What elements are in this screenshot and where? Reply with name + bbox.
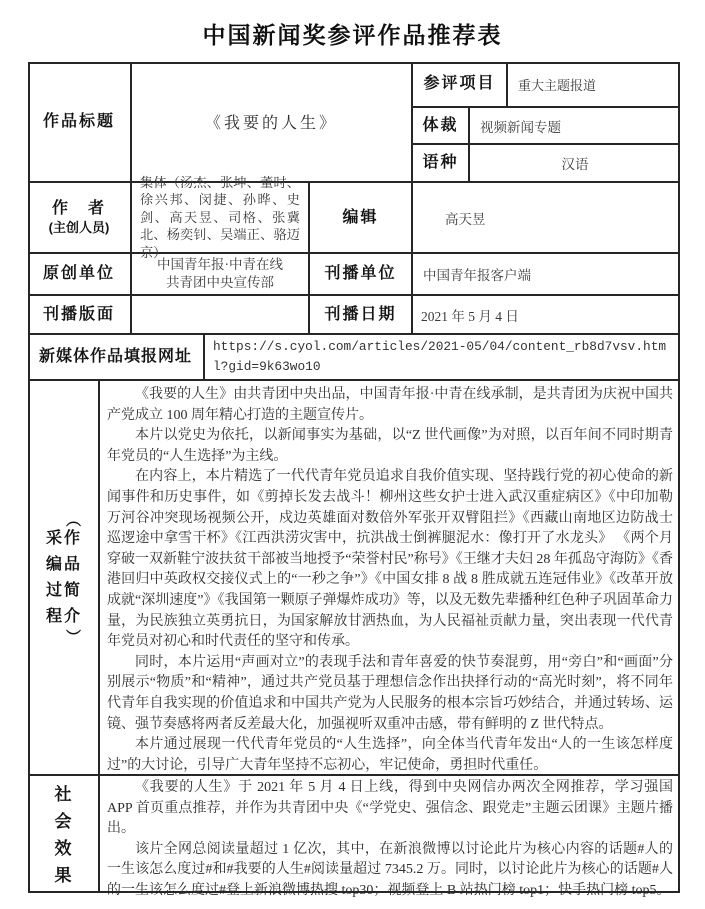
effect-section-label	[28, 776, 100, 893]
publish-date-value: 2021 年 5 月 4 日	[413, 296, 680, 335]
author-label-main: 作 者	[51, 200, 106, 217]
publish-date-label: 刊播日期	[310, 296, 413, 335]
effect-label-col: 社 会 效 果	[54, 784, 72, 885]
editor-value: 高天昱	[413, 183, 680, 254]
effect-paragraph: 《我要的人生》于 2021 年 5 月 4 日上线，得到中央网信办两次全网推荐，学习强国 APP 首页重点推荐，并作为共青团中央《“学党史、强信念、跟党走”主题云团课》主题片播出。	[107, 780, 673, 837]
work-title-label: 作品标题	[28, 62, 132, 183]
publish-page-label: 刊播版面	[28, 296, 132, 335]
recommendation-table	[28, 62, 680, 898]
genre-value: 视频新闻专题	[470, 108, 680, 145]
editor-label: 编辑	[310, 183, 413, 254]
work-title-value: 《我要的人生》	[132, 62, 413, 183]
intro-paragraph: 本片以党史为依托，以新闻事实为基础，以“Z 世代画像”为对照，以百年间不同时期青年党员的“人生选择”为主线。	[107, 428, 673, 464]
url-value: https://s.cyol.com/articles/2021-05/04/content_rb8d7vsv.html?gid=9k63wo10	[205, 335, 680, 381]
entry-category-value: 重大主题报道	[508, 62, 680, 108]
original-org-label: 原创单位	[28, 254, 132, 296]
intro-paragraph: 本片通过展现一代代青年党员的“人生选择”，向全体当代青年发出“人的一生该怎样度过”的大讨论，引导广大青年坚持不忘初心，牢记使命，勇担时代重任。	[107, 737, 673, 773]
author-label	[28, 183, 132, 254]
intro-paragraph: 在内容上，本片精选了一代代青年党员追求自我价值实现、坚持践行党的初心使命的新闻事件和历史事件，如《剪掉长发去战斗！柳州这些女护士进入武汉重症病区》《中印加勒万河谷冲突现场视频公开，戍边英雄面对数倍外军张开双臂阻拦》《西藏山南地区边防战士巡逻途中拿雪干杯》《江西洪涝灾害中，抗洪战士倒裤腿泥水：像打开了水龙头》 《两个月穿破一双新鞋宁波扶贫干部被当地授予“荣誉村民”称号》《王继才夫妇 28 年孤岛守海防》《香港回归中英政权交接仪式上的“一秒之争”》《中国女排 8 战 8 胜成就五连冠伟业》《改革开放成就“深圳速度”》《我国第一颗原子弹爆炸成功》等，以及无数先辈播种红色种子巩固革命力量，为民族独立英勇抗日，为国家解放甘洒热血，为人民福祉贡献力量，突出表现一代代青年党员对初心和时代责任的坚守和传承。	[107, 469, 673, 650]
page-title: 中国新闻奖参评作品推荐表	[202, 22, 503, 48]
genre-label: 体裁	[413, 108, 470, 145]
intro-paragraph: 同时，本片运用“声画对立”的表现手法和青年喜爱的快节奏混剪，用“旁白”和“画面”分别展示“物质”和“精神”，通过共产党员基于理想信念作出抉择行动的“高光时刻”，将不同年代青年自我实现的价值追求和中国共产党为人民服务的根本宗旨巧妙结合，并通过转场、运镜、强节奏感将两者反差最大化，加强视听双重冲击感，带有鲜明的 Z 世代特点。	[107, 654, 673, 732]
intro-label-col-right: （ 作 品 简 介 ）	[63, 511, 81, 644]
author-label-sub: (主创人员)	[48, 220, 110, 235]
effect-section-body	[100, 776, 680, 898]
language-label: 语种	[413, 145, 470, 183]
publisher-label: 刊播单位	[310, 254, 413, 296]
intro-section-body	[100, 381, 680, 776]
intro-section-label	[28, 381, 100, 776]
entry-category-label: 参评项目	[413, 62, 508, 108]
effect-paragraph: 该片全网总阅读量超过 1 亿次，其中，在新浪微博以讨论此片为核心内容的话题#人的一生该怎么度过#和#我要的人生#阅读量超过 7345.2 万。同时，以讨论此片为核心的话题#人的一生该怎么度过#登上新浪微博热搜 top30；视频登上 B 站热门榜 top1；快手热门榜 top5。	[107, 841, 673, 898]
publisher-value: 中国青年报客户端	[413, 254, 680, 296]
intro-label-col-left: 采 编 过 程	[45, 529, 62, 625]
language-value: 汉语	[470, 145, 680, 183]
intro-paragraph: 《我要的人生》由共青团中央出品，中国青年报·中青在线承制，是共青团为庆祝中国共产党成立 100 周年精心打造的主题宣传片。	[107, 387, 673, 423]
authors-value: 集体（汤杰、张坤、董时、徐兴邦、闵捷、孙晔、史剑、高天昱、司格、张冀北、杨奕钊、吴端正、骆迈京）	[132, 183, 310, 254]
url-label: 新媒体作品填报网址	[28, 335, 205, 381]
original-org-value: 中国青年报·中青在线 共青团中央宣传部	[132, 254, 310, 296]
publish-page-value	[132, 296, 310, 335]
